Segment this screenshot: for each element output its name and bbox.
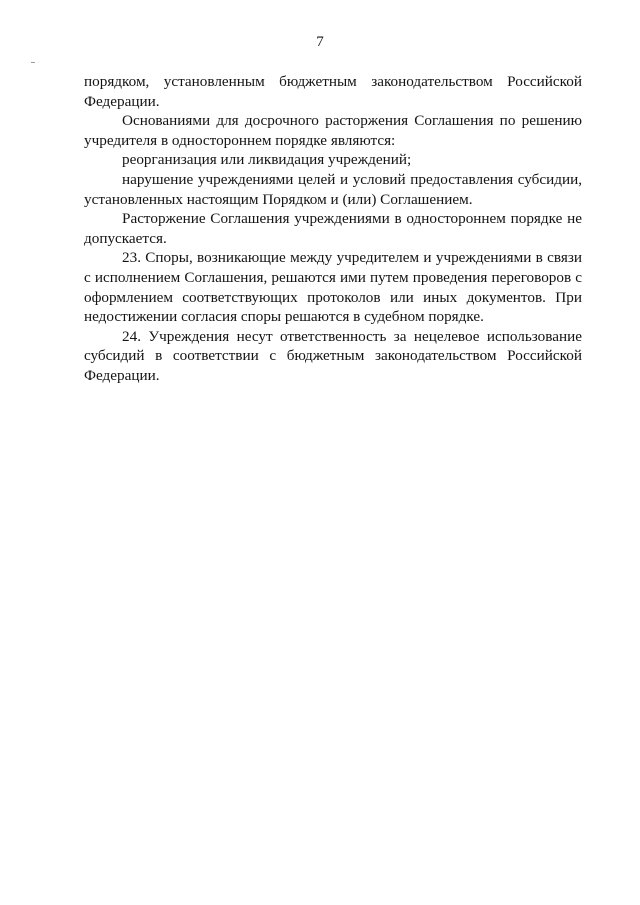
paragraph-unilateral-termination: Расторжение Соглашения учреждениями в одностороннем порядке не допускается. bbox=[84, 210, 582, 247]
paragraph-violation: нарушение учреждениями целей и условий предоставления субсидии, установленных настоящим Порядком и (или) Соглашением. bbox=[84, 170, 582, 208]
document-body bbox=[84, 72, 582, 386]
paragraph-continuation: порядком, установленным бюджетным законодательством Российской Федерации. bbox=[84, 73, 582, 110]
paragraph-termination-grounds: Основаниями для досрочного расторжения Соглашения по решению учредителя в одностороннем порядке являются: bbox=[84, 112, 582, 149]
scan-artifact-mark bbox=[31, 62, 35, 63]
paragraph-24-responsibility: 24. Учреждения несут ответственность за нецелевое использование субсидий в соответствии с бюджетным законодательством Российской Федерации. bbox=[84, 327, 582, 384]
paragraph-23-disputes: 23. Споры, возникающие между учредителем и учреждениями в связи с исполнением Соглашения, решаются ими путем проведения переговоров с оформлением соответствующих протоколов или иных документов. При недостижении согласия споры решаются в судебном порядке. bbox=[84, 249, 582, 326]
paragraph-reorganization: реорганизация или ликвидация учреждений; bbox=[122, 151, 412, 169]
page-number: 7 bbox=[316, 34, 324, 50]
